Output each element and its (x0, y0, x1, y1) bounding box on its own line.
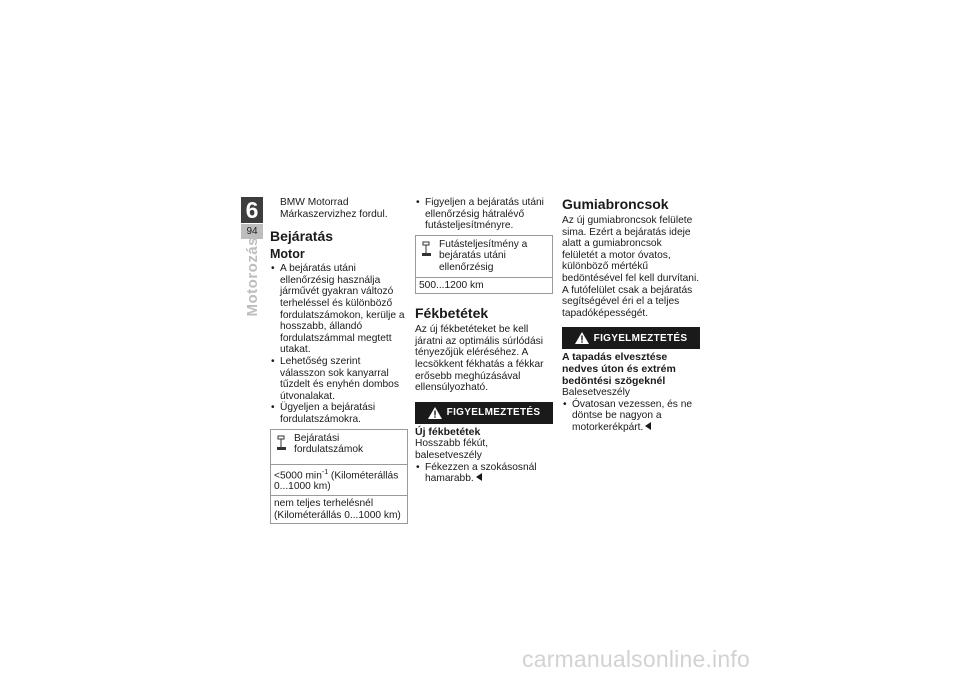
page-number: 94 (241, 224, 263, 239)
tyres-body: Az új gumiabroncsok felülete sima. Ezért a bejáratás ideje alatt a gumiabroncsok felületét a motor óvatos, különböző mértékű bedöntésével fel kell durvítani. A futófelület csak a bejáratás segítségével éri el a teljes tapadóképességét. (562, 215, 700, 319)
warning-text: Hosszabb fékút, balesetveszély (415, 438, 489, 461)
warning-bullet-text: Fékezzen a szokásosnál hamarabb. (425, 461, 537, 485)
rpm-data-table (270, 429, 408, 525)
table-row (271, 464, 407, 496)
table-header-text: Futásteljesítmény a bejáratás utáni ellenőrzésig (439, 238, 528, 273)
warning-label: FIGYELMEZTETÉS (593, 332, 688, 344)
mileage-data-table (415, 235, 553, 294)
intro-text: BMW Motorrad Márkaszervizhez fordul. (280, 197, 388, 220)
column-middle (415, 197, 553, 485)
table-row: 500...1200 km (416, 277, 552, 294)
warning-title: A tapadás elvesztése nedves úton és extrém bedöntési szögeknél (562, 351, 676, 387)
heading-bejaratas: Bejáratás (270, 228, 334, 245)
section-side-label: Motorozás (244, 237, 261, 317)
heading-gumiabroncsok: Gumiabroncsok (562, 196, 669, 212)
column-right (562, 197, 700, 434)
warning-bullet-list (415, 462, 553, 485)
column-left (270, 197, 408, 524)
warning-text: Balesetveszély (562, 387, 630, 399)
chapter-number: 6 (241, 197, 263, 223)
rpm-value: <5000 min (274, 469, 322, 481)
warning-bullet-text: Óvatosan vezessen, és ne döntse be nagyon a motorkerékpárt. (572, 398, 693, 433)
watermark: carmanualsonline.info (522, 646, 750, 672)
rpm-condition: (Kilométerállás 0...1000 km) (274, 469, 399, 493)
list-item: • Lehetőség szerint válasszon sok kanyarral tűzdelt és enyhén dombos útvonalakat. (270, 356, 408, 402)
mileage-bullet-list (415, 197, 553, 232)
list-item: • Ügyeljen a bejáratási fordulatszámokra. (270, 402, 408, 425)
end-of-section-icon (476, 473, 482, 481)
heading-fekbetetek: Fékbetétek (415, 305, 489, 322)
table-header (271, 430, 407, 464)
list-item (415, 462, 553, 485)
subheading-motor: Motor (270, 247, 305, 262)
list-item: • A bejáratás utáni ellenőrzésig használja járművét gyakran változó terheléssel és különböző fordulatszámokon, kerülje a hosszabb, állandó fordulatszámmal megtett utakat. (270, 263, 408, 356)
engine-data-icon (276, 435, 288, 451)
brake-pads-body: Az új fékbetéteket be kell járatni az optimális súrlódási tényezőjük eléréséhez. A lecsökkent fékhatás a fékkar erősebb meghúzásával ellensúlyozható. (415, 324, 544, 394)
list-item: • Figyeljen a bejáratás utáni ellenőrzésig hátralévő futásteljesítményre. (415, 197, 553, 232)
warning-label: FIGYELMEZTETÉS (446, 406, 541, 418)
table-header-text: Bejáratási fordulatszámok (294, 432, 364, 456)
warning-title: Új fékbetétek (415, 425, 481, 438)
warning-triangle-icon (575, 332, 589, 344)
warning-bullet-list (562, 399, 700, 434)
table-row: nem teljes terhelésnél (Kilométerállás 0...1000 km) (271, 495, 407, 523)
warning-banner (415, 402, 553, 424)
end-of-section-icon (645, 422, 651, 430)
rpm-unit-exponent: -1 (321, 468, 329, 476)
warning-triangle-icon (428, 407, 442, 419)
engine-data-icon (421, 241, 433, 257)
warning-banner (562, 327, 700, 349)
list-item (562, 399, 700, 434)
table-header (416, 236, 552, 277)
motor-bullet-list (270, 263, 408, 425)
